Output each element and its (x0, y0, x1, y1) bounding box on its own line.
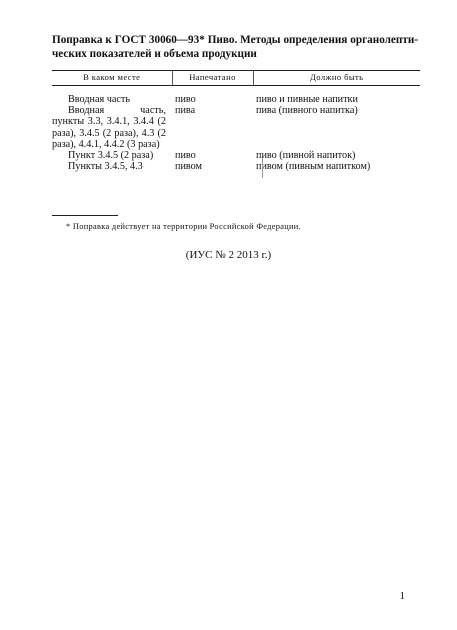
table-row (52, 105, 420, 150)
cell-printed: пиво (175, 150, 196, 162)
cell-should-be: пива (пивного напитка) (256, 105, 358, 117)
header-should-be: Должно быть (253, 71, 420, 86)
cell-should-be: пиво (пивной напиток) (256, 150, 356, 162)
header-printed: Напечатано (172, 71, 253, 86)
table-header-row (52, 71, 420, 86)
title-line-1: Поправка к ГОСТ 30060—93* Пиво. Методы определения органолепти- (52, 34, 418, 46)
cell-printed: пиво (175, 94, 196, 105)
table-row (52, 86, 420, 106)
cell-place: Пункт 3.4.5 (2 раза) (68, 150, 154, 162)
header-where: В каком месте (52, 71, 172, 86)
table-row (52, 161, 420, 172)
footnote: * Поправка действует на территории Российской Федерации. (66, 222, 301, 231)
document-title (52, 34, 418, 61)
cell-place: Вводная часть (68, 94, 130, 105)
ius-reference: (ИУС № 2 2013 г.) (185, 249, 272, 261)
correction-table (52, 70, 420, 172)
footnote-divider (52, 215, 118, 216)
cell-should-be: пивом (пивным напитком) (256, 161, 371, 173)
cell-printed: пива (175, 105, 196, 117)
page-number: 1 (399, 590, 405, 602)
cell-place: Пункты 3.4.5, 4.3 (68, 161, 143, 173)
title-line-2: ческих показателей и объема продукции (52, 47, 257, 60)
cell-place: Вводная часть, пункты 3.3, 3.4.1, 3.4.4 (2 раза), 3.4.5 (2 раза), 4.3 (2 раза), 4.4.1, 4.4.2 (3 раза) (52, 105, 166, 150)
cell-should-be: пиво и пивные напитки (256, 94, 358, 105)
table-row (52, 150, 420, 161)
scan-mark (262, 158, 263, 178)
cell-printed: пивом (175, 161, 202, 173)
